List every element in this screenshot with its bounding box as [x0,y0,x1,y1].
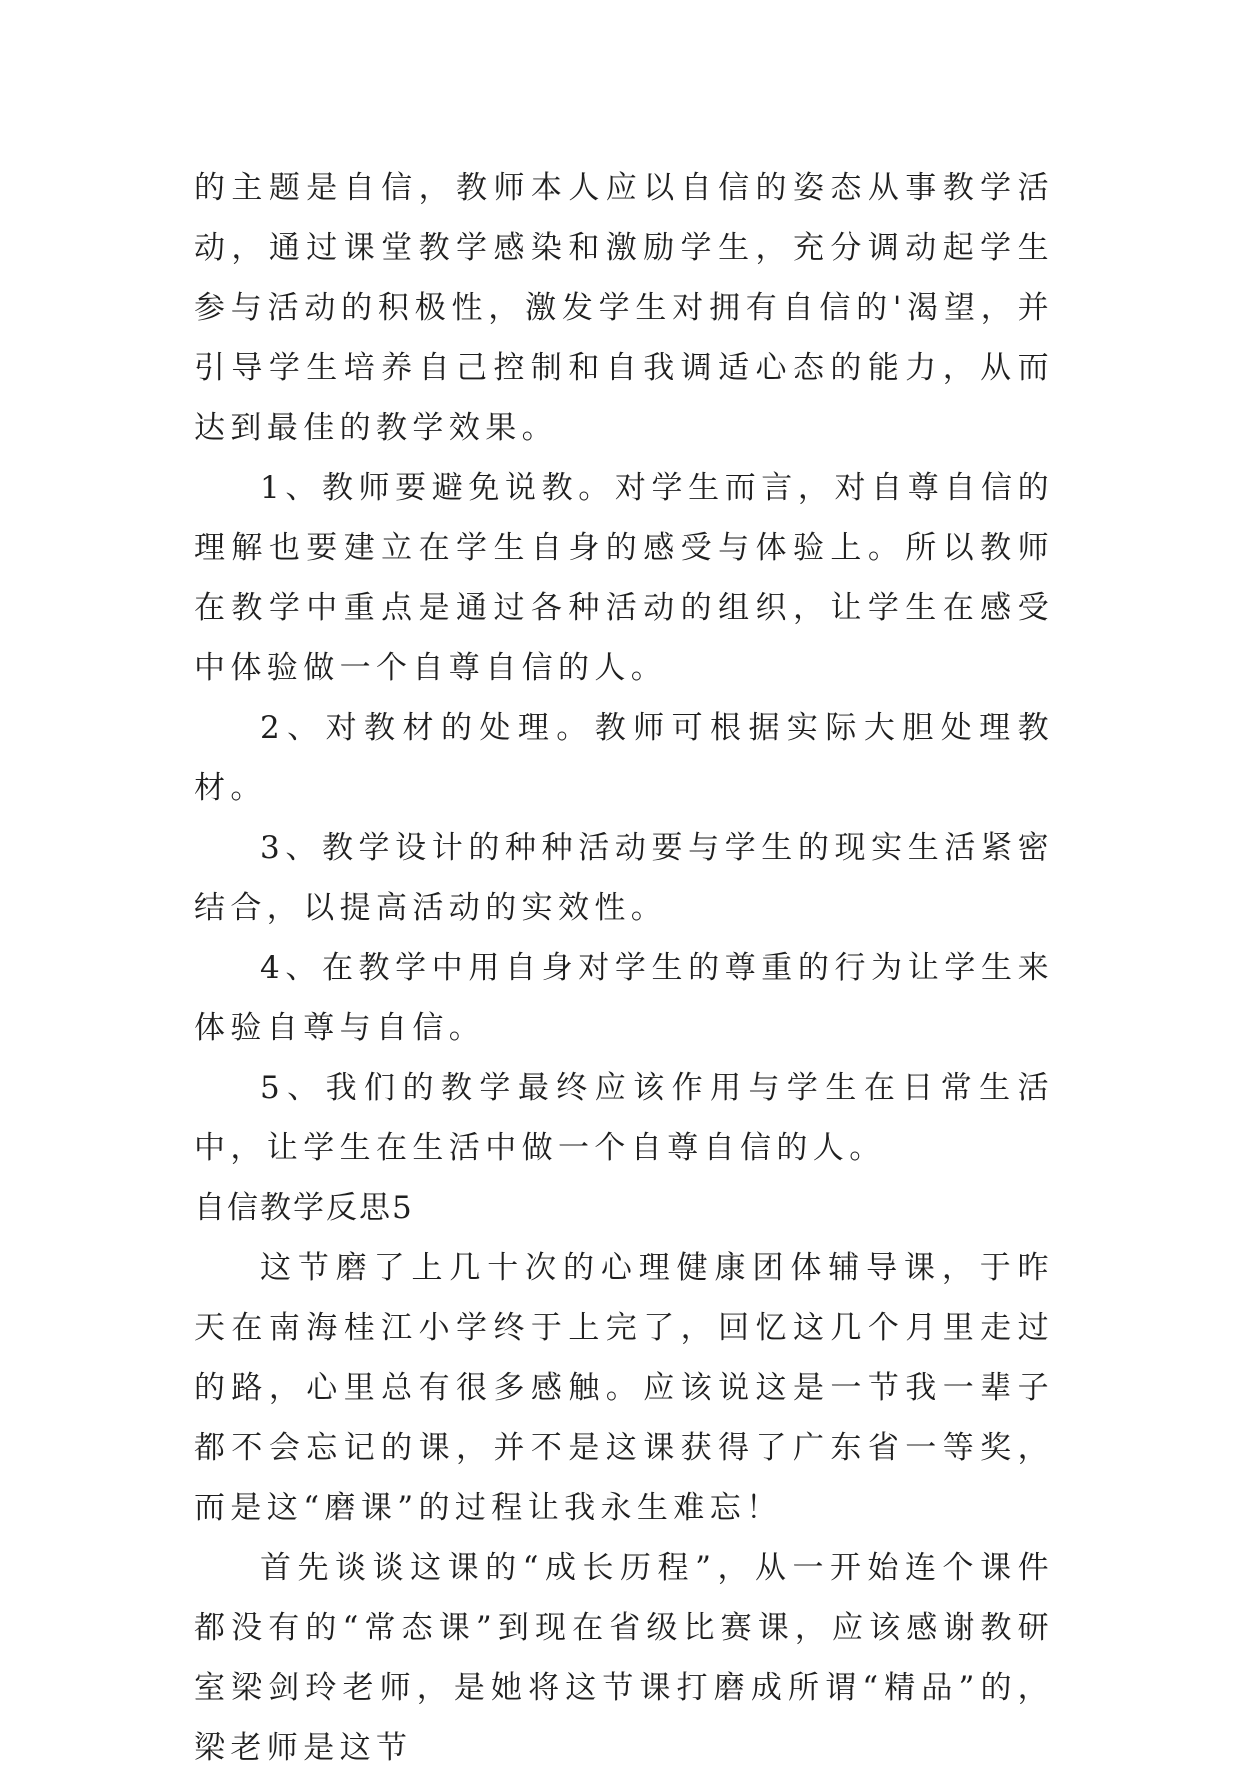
paragraph-6: 5、我们的教学最终应该作用与学生在日常生活中，让学生在生活中做一个自尊自信的人。 [194,1070,1054,1166]
paragraph-7: 这节磨了上几十次的心理健康团体辅导课，于昨天在南海桂江小学终于上完了，回忆这几个月里走过的路，心里总有很多感触。应该说这是一节我一辈子都不会忘记的课，并不是这课获得了广东省一等奖，而是这“磨课”的过程让我永生难忘！ [194,1250,1054,1526]
paragraph-4: 3、教学设计的种种活动要与学生的现实生活紧密结合，以提高活动的实效性。 [194,830,1054,926]
paragraph-8: 首先谈谈这课的“成长历程”，从一开始连个课件都没有的“常态课”到现在省级比赛课，应该感谢教研室梁剑玲老师，是她将这节课打磨成所谓“精品”的，梁老师是这节 [194,1550,1054,1766]
paragraph-5: 4、在教学中用自身对学生的尊重的行为让学生来体验自尊与自信。 [194,950,1054,1046]
paragraph-2: 1、教师要避免说教。对学生而言，对自尊自信的理解也要建立在学生自身的感受与体验上。所以教师在教学中重点是通过各种活动的组织，让学生在感受中体验做一个自尊自信的人。 [194,470,1054,686]
section-heading: 自信教学反思5 [194,1190,414,1226]
paragraph-3: 2、对教材的处理。教师可根据实际大胆处理教材。 [194,710,1054,806]
document-body [194,158,1054,1778]
paragraph-1: 的主题是自信，教师本人应以自信的姿态从事教学活动，通过课堂教学感染和激励学生，充分调动起学生参与活动的积极性，激发学生对拥有自信的'渴望，并引导学生培养自己控制和自我调适心态的能力，从而达到最佳的教学效果。 [194,170,1054,446]
